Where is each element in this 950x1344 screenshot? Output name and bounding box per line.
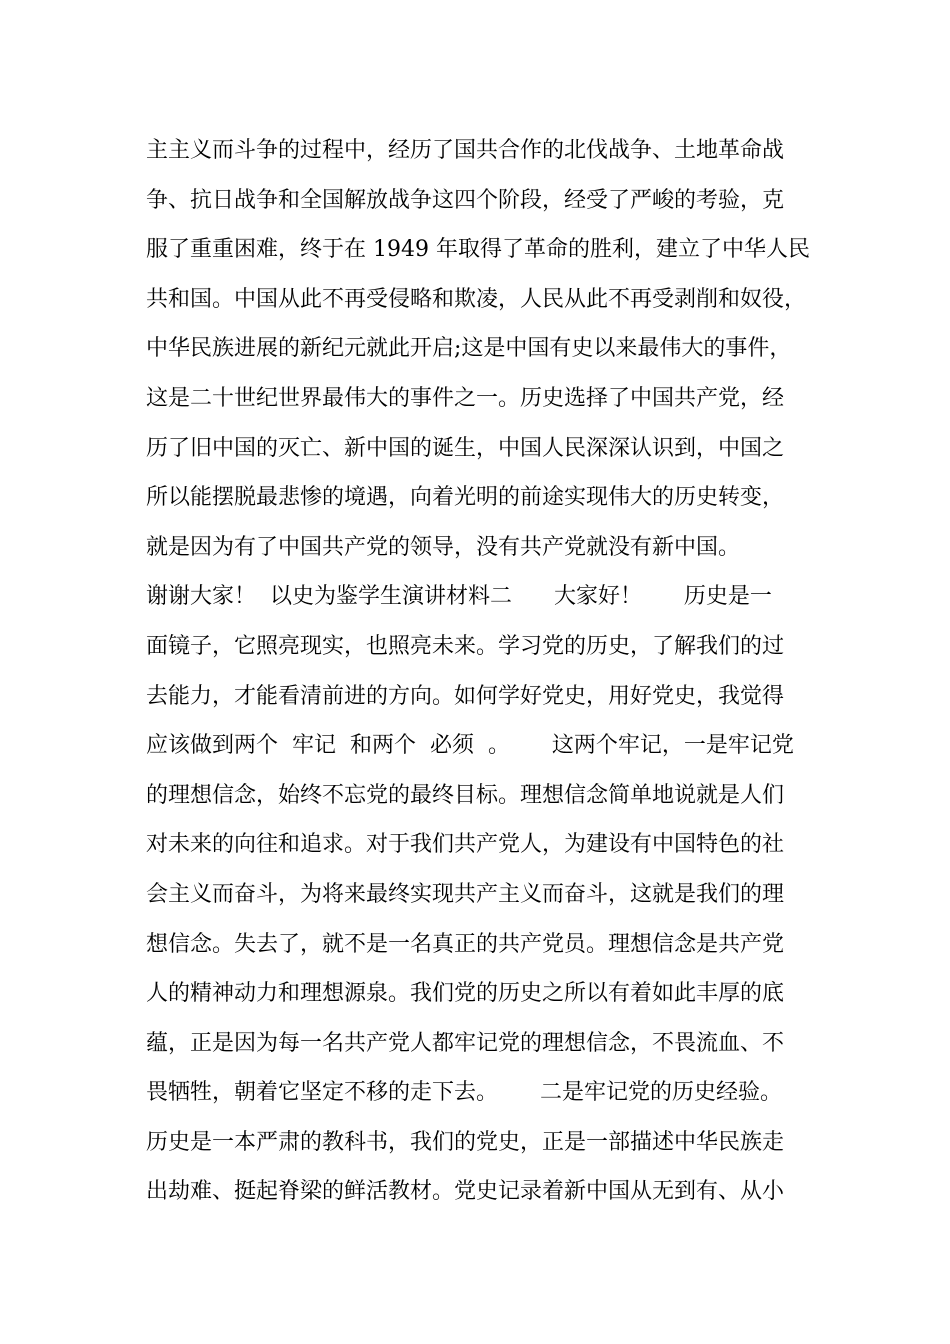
body-text xyxy=(146,131,816,1222)
text-line: 出劫难、挺起脊梁的鲜活教材。党史记录着新中国从无到有、从小 xyxy=(146,1179,785,1205)
text-line: 的理想信念，始终不忘党的最终目标。理想信念简单地说就是人们 xyxy=(146,782,785,808)
text-line: 历了旧中国的灭亡、新中国的诞生，中国人民深深认识到，中国之 xyxy=(146,435,785,461)
text-line: 畏牺牲，朝着它坚定不移的走下去。 二是牢记党的历史经验。 xyxy=(146,1080,782,1106)
text-line: 主主义而斗争的过程中，经历了国共合作的北伐战争、土地革命战 xyxy=(146,138,785,163)
text-line: 面镜子，它照亮现实，也照亮未来。学习党的历史，了解我们的过 xyxy=(146,633,785,659)
text-line: 这是二十世纪世界最伟大的事件之一。历史选择了中国共产党，经 xyxy=(146,385,785,411)
text-line: 想信念。失去了，就不是一名真正的共产党员。理想信念是共产党 xyxy=(146,931,785,957)
text-line: 中华民族进展的新纪元就此开启;这是中国有史以来最伟大的事件， xyxy=(146,336,792,362)
text-line: 谢谢大家！ 以史为鉴学生演讲材料二 大家好！ 历史是一 xyxy=(146,584,772,610)
text-line: 对未来的向往和追求。对于我们共产党人，为建设有中国特色的社 xyxy=(146,832,785,858)
text-line: 蕴，正是因为每一名共产党人都牢记党的理想信念，不畏流血、不 xyxy=(146,1030,785,1056)
text-line: 人的精神动力和理想源泉。我们党的历史之所以有着如此丰厚的底 xyxy=(146,981,785,1007)
text-line: 去能力，才能看清前进的方向。如何学好党史，用好党史，我觉得 xyxy=(146,683,785,709)
text-line: 应该做到两个 牢记 和两个 必须 。 这两个牢记，一是牢记党 xyxy=(146,733,794,759)
text-line: 争、抗日战争和全国解放战争这四个阶段，经受了严峻的考验，克 xyxy=(146,187,785,213)
text-line: 就是因为有了中国共产党的领导，没有共产党就没有新中国。 xyxy=(146,534,741,560)
text-line: 所以能摆脱最悲惨的境遇，向着光明的前途实现伟大的历史转变， xyxy=(146,485,785,511)
text-line: 共和国。中国从此不再受侵略和欺凌，人民从此不再受剥削和奴役， xyxy=(146,286,807,312)
text-line: 会主义而奋斗，为将来最终实现共产主义而奋斗，这就是我们的理 xyxy=(146,881,785,907)
text-line: 历史是一本严肃的教科书，我们的党史，正是一部描述中华民族走 xyxy=(146,1129,785,1155)
text-line: 服了重重困难，终于在 1949 年取得了革命的胜利，建立了中华人民 xyxy=(146,237,810,263)
